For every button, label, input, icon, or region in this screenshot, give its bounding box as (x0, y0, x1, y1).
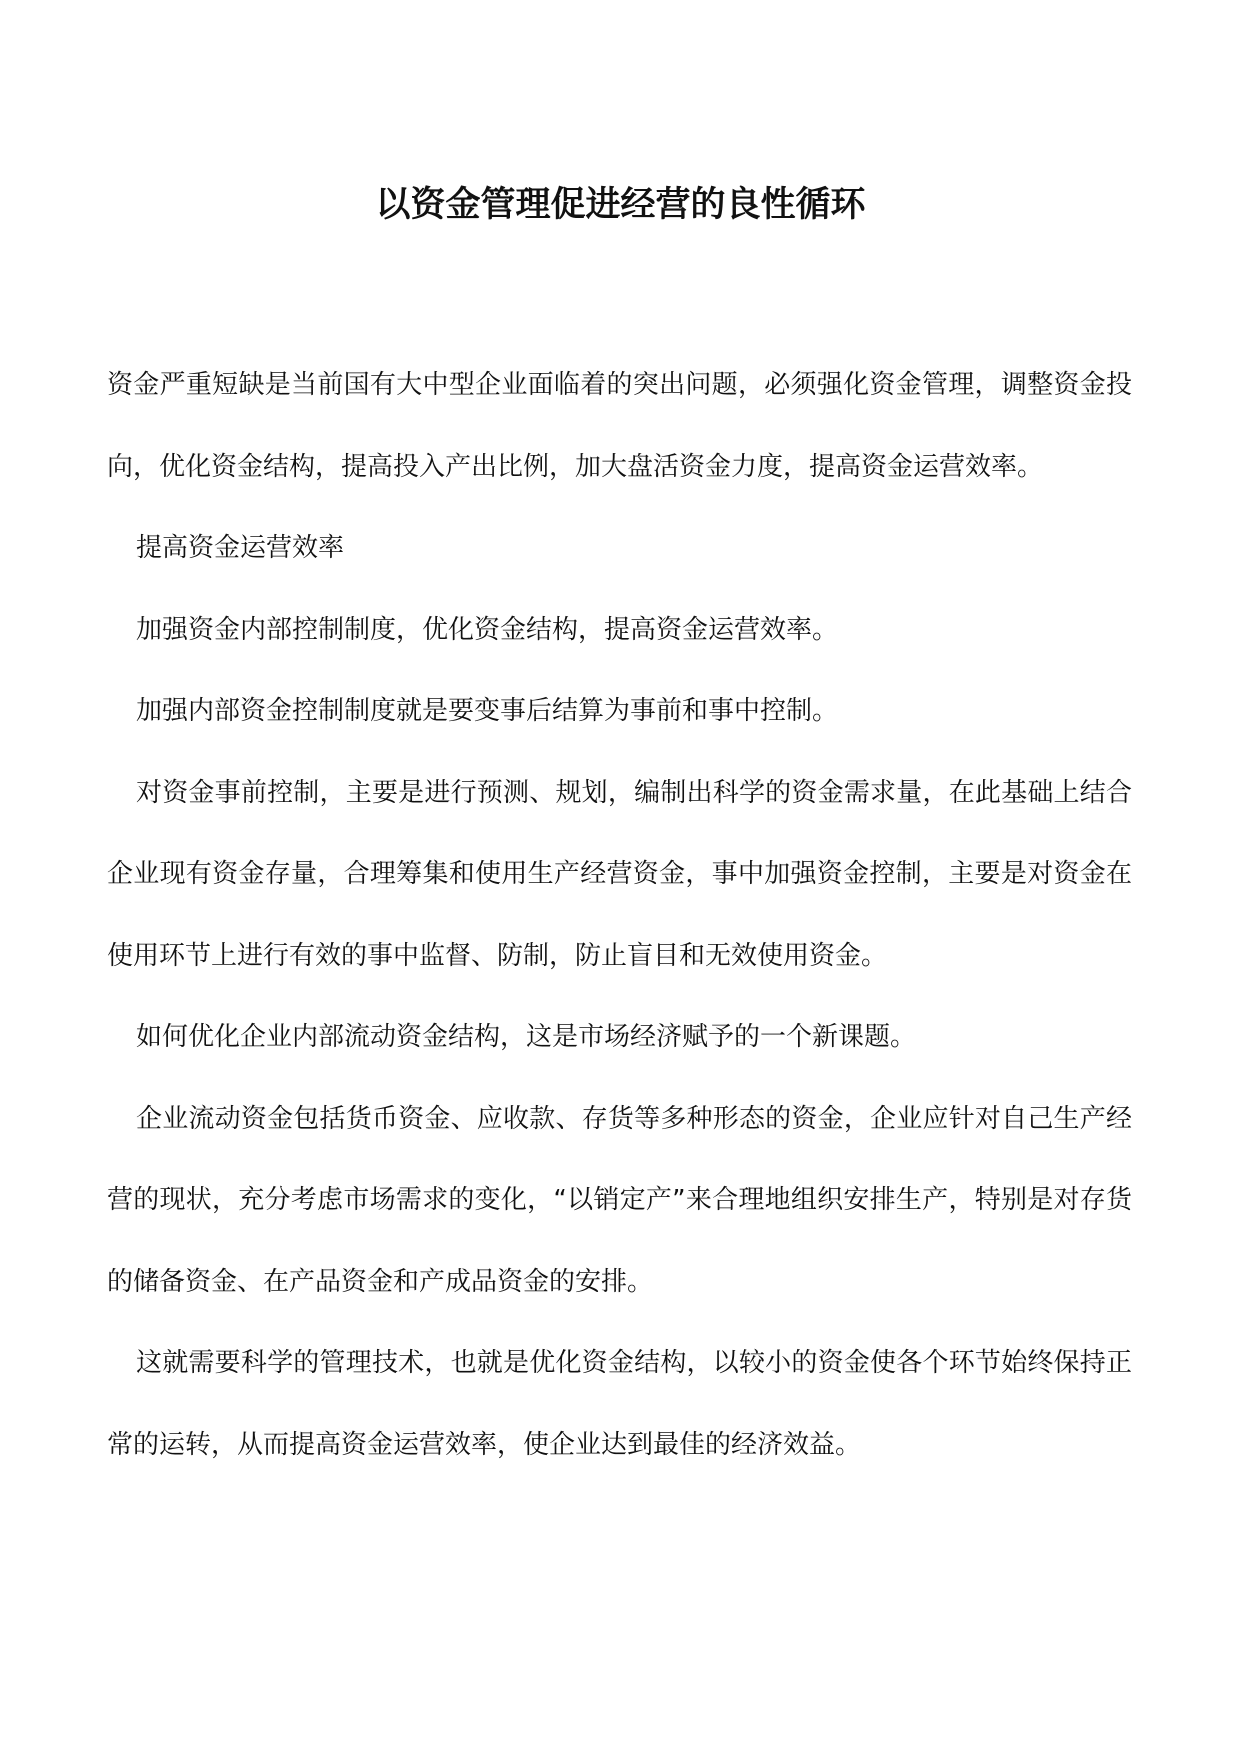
paragraph: 加强内部资金控制制度就是要变事后结算为事前和事中控制。 (136, 696, 839, 726)
section-heading: 提高资金运营效率 (136, 533, 345, 563)
paragraph: 对资金事前控制，主要是进行预测、规划，编制出科学的资金需求量，在此基础上结合企业现有资金存量，合理筹集和使用生产经营资金，事中加强资金控制，主要是对资金在使用环节上进行有效的事中监督、防制，防止盲目和无效使用资金。 (107, 777, 1132, 971)
paragraph: 这就需要科学的管理技术，也就是优化资金结构，以较小的资金使各个环节始终保持正常的运转，从而提高资金运营效率，使企业达到最佳的经济效益。 (107, 1348, 1132, 1460)
paragraph: 如何优化企业内部流动资金结构，这是市场经济赋予的一个新课题。 (136, 1022, 917, 1052)
paragraph: 企业流动资金包括货币资金、应收款、存货等多种形态的资金，企业应针对自己生产经营的现状，充分考虑市场需求的变化，“以销定产”来合理地组织安排生产，特别是对存货的储备资金、在产品资金和产成品资金的安排。 (107, 1103, 1132, 1297)
document-title: 以资金管理促进经营的良性循环 (375, 185, 866, 226)
paragraph: 加强资金内部控制制度，优化资金结构，提高资金运营效率。 (136, 614, 839, 645)
document-body (107, 345, 1132, 1486)
paragraph-intro: 资金严重短缺是当前国有大中型企业面临着的突出问题，必须强化资金管理，调整资金投向，优化资金结构，提高投入产出比例，加大盘活资金力度，提高资金运营效率。 (107, 370, 1132, 482)
